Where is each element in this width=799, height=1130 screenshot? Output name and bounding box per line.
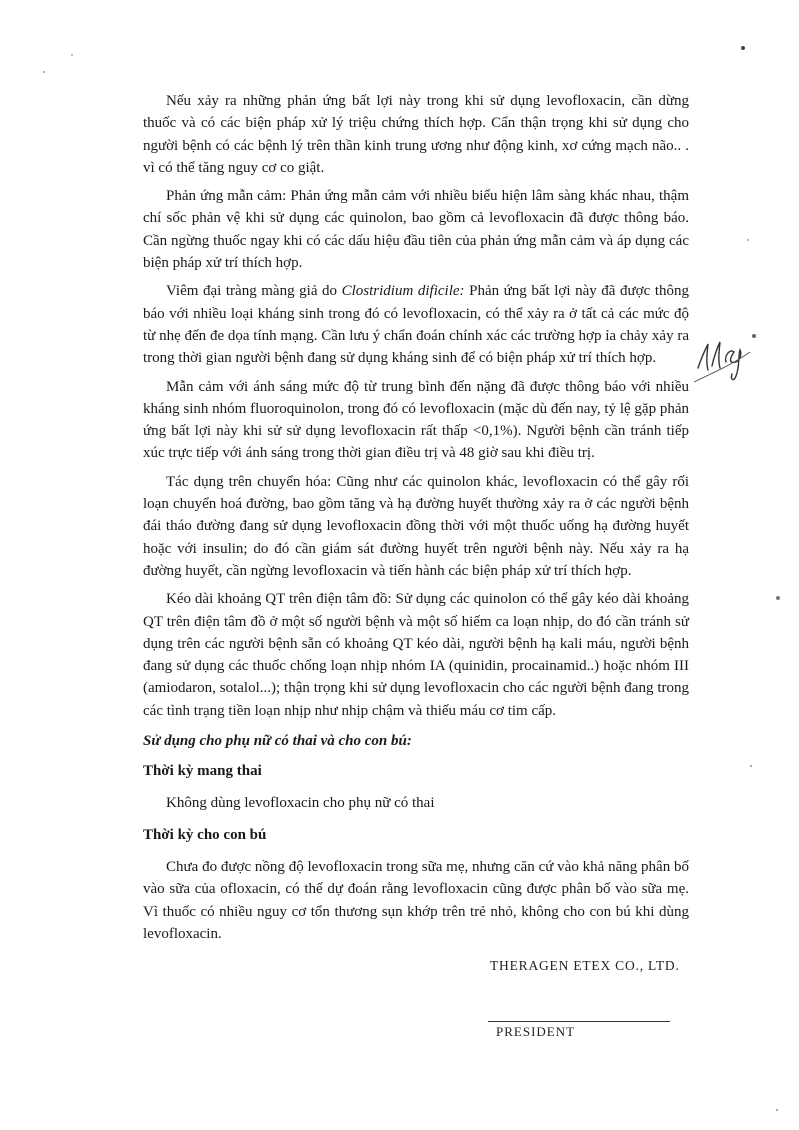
colitis-organism: Clostridium dificile: [341,283,465,300]
pregnancy-text: Không dùng levofloxacin cho phụ nữ có thai [166,795,435,812]
president-label: PRESIDENT [496,1024,576,1039]
company-name: THERAGEN ETEX CO., LTD. [490,958,680,973]
lactation-heading: Thời kỳ cho con bú [143,827,267,844]
pregnancy-heading: Thời kỳ mang thai [143,763,262,780]
lactation-text: Chưa đo được nồng độ levofloxacin trong sữa mẹ, nhưng căn cứ vào khả năng phân bố vào sữa của ofloxacin, có thể dự đoán rằng levofloxacin cũng được phân bố vào sữa mẹ. Vì thuốc có nhiều nguy cơ tổn thương sụn khớp trên trẻ nhỏ, không cho con bú khi dùng levofloxacin. [143,859,689,942]
paragraph-qt-prolongation: Kéo dài khoảng QT trên điện tâm đồ: Sử dụng các quinolon có thể gây kéo dài khoảng QT trên điện tâm đồ ở một số người bệnh và một số hiếm ca loạn nhịp, do đó cần tránh sử dụng trên các người bệnh sẵn có khoảng QT kéo dài, người bệnh hạ kali máu, người bệnh đang sử dụng các thuốc chống loạn nhịp nhóm IA (quinidin, procainamid..) hoặc nhóm III (amiodaron, sotalol...); thận trọng khi sử dụng levofloxacin cho các người bệnh đang trong các tình trạng tiền loạn nhịp như nhịp chậm và thiếu máu cơ tim cấp. [143,591,689,719]
paragraph-photosensitivity: Mẫn cảm với ánh sáng mức độ từ trung bình đến nặng đã được thông báo với nhiều kháng sinh nhóm fluoroquinolon, trong đó có levofloxacin (mặc dù đến nay, tỷ lệ gặp phản ứng bất lợi này khi sử sử dụng levofloxacin rất thấp <0,1%). Người bệnh cần tránh tiếp xúc trực tiếp với ánh sáng trong thời gian điều trị và 48 giờ sau khi điều trị. [143,378,689,462]
colitis-rest: Phản ứng bất lợi này đã được thông báo với nhiều loại kháng sinh trong đó có levofloxacin, có thể xảy ra ở tất cả các mức độ từ nhẹ đến đe dọa tính mạng. Cần lưu ý chẩn đoán chính xác các trường hợp ỉa chảy xảy ra trong thời gian người bệnh đang sử dụng kháng sinh để có biện pháp xử trí thích hợp. [143,283,689,367]
paragraph-adverse-cns: Nếu xảy ra những phản ứng bất lợi này trong khi sử dụng levofloxacin, cần dừng thuốc và có các biện pháp xử lý triệu chứng thích hợp. Cẩn thận trọng khi sử dụng cho người bệnh có các bệnh lý trên thần kinh trung ương như động kinh, xơ cứng mạch não.. . vì có thể tăng nguy cơ co giật. [143,93,689,176]
section-heading-pregnancy-lactation: Sử dụng cho phụ nữ có thai và cho con bú: [143,733,412,750]
paragraph-hypersensitivity: Phản ứng mẫn cảm: Phản ứng mẫn cảm với nhiều biểu hiện lâm sàng khác nhau, thậm chí sốc phản vệ khi sử dụng các quinolon, bao gồm cả levofloxacin đã được thông báo. Cần ngừng thuốc ngay khi có các dấu hiệu đầu tiên của phản ứng mẫn cảm và áp dụng các biện pháp xử trí thích hợp. [143,188,689,272]
paragraph-metabolism: Tác dụng trên chuyển hóa: Cũng như các quinolon khác, levofloxacin có thể gây rối loạn chuyển hoá đường, bao gồm tăng và hạ đường huyết thường xảy ra ở các người bệnh đái tháo đường đang sử dụng levofloxacin đồng thời với một thuốc uống hạ đường huyết hoặc với insulin; do đó cần giám sát đường huyết trên người bệnh này. Nếu xảy ra hạ đường huyết, cần ngừng levofloxacin và tiến hành các biện pháp xử trí thích hợp. [143,473,689,579]
colitis-prefix: Viêm đại tràng màng giả do [166,283,342,300]
